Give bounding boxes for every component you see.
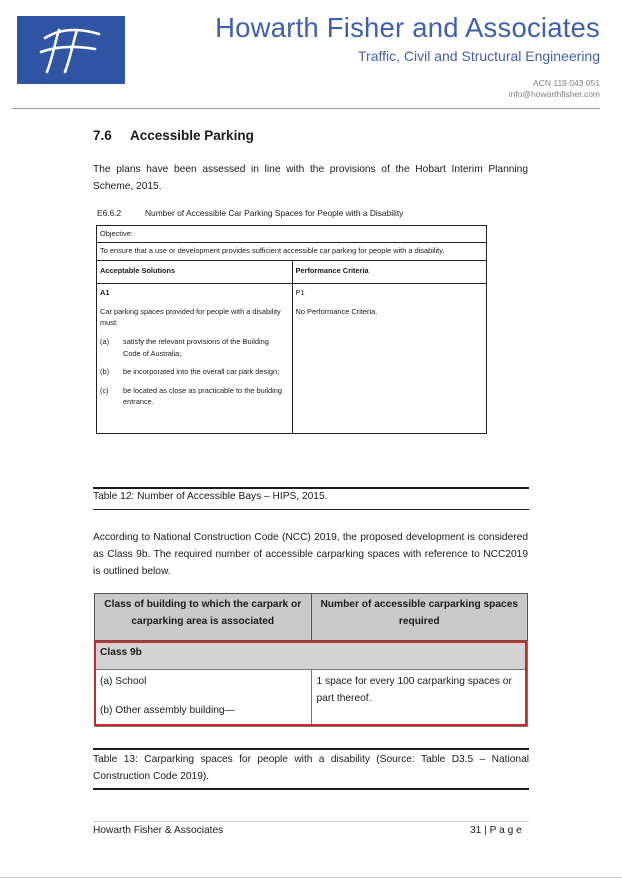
ncc-paragraph: According to National Construction Code (NCC) 2019, the proposed development is considered as Class 9b. The required number of accessible carparking spaces with reference to NCC2019 is outlined below. — [93, 532, 528, 577]
objective-label: Objective: — [97, 226, 487, 243]
table12-caption: Table 12: Number of Accessible Bays – HIPS, 2015. — [93, 491, 328, 502]
intro-paragraph: The plans have been assessed in line with the provisions of the Hobart Interim Planning Scheme, 2015. — [93, 164, 528, 192]
company-name: Howarth Fisher and Associates — [215, 12, 600, 43]
objective-text: To ensure that a use or development provides sufficient accessible car parking for people with a disability. — [97, 242, 487, 261]
scheme-header-row — [97, 261, 487, 284]
list-item — [100, 336, 289, 359]
page-bottom-edge — [0, 877, 622, 878]
company-tagline: Traffic, Civil and Structural Engineering — [358, 48, 600, 64]
list-item — [100, 366, 289, 378]
caption13-top-rule — [93, 748, 529, 750]
list-marker: (c) — [100, 385, 109, 395]
list-text: satisfy the relevant provisions of the Building Code of Australia; — [123, 336, 269, 358]
scheme-table-title: Number of Accessible Car Parking Spaces for People with a Disability — [145, 208, 404, 218]
scheme-body-row — [97, 284, 487, 434]
a1-label: A1 — [100, 288, 110, 298]
contact-email: info@howarthfisher.com — [508, 89, 600, 99]
a1-intro: Car parking spaces provided for people with a disability must: — [100, 306, 281, 328]
list-marker: (a) — [100, 336, 110, 346]
caption12-bottom-rule — [93, 509, 529, 510]
scheme-code: E6.6.2 — [97, 208, 122, 218]
section-number: 7.6 — [93, 128, 112, 143]
section-title: Accessible Parking — [130, 128, 254, 143]
scheme-table — [96, 225, 487, 434]
header-divider — [12, 108, 600, 109]
page-number: 31 | P a g e — [470, 825, 522, 836]
class-9b-label: Class 9b — [95, 641, 528, 670]
footer-company: Howarth Fisher & Associates — [93, 825, 224, 836]
list-marker: (b) — [100, 367, 110, 377]
building-type-assembly: (b) Other assembly building— — [100, 705, 235, 716]
list-text: be incorporated into the overall car park design; — [123, 367, 280, 377]
footer-divider — [93, 821, 529, 822]
objective-text-row — [97, 242, 487, 261]
spaces-required-header: Number of accessible carparking spaces required — [311, 594, 528, 641]
highlight-box — [94, 641, 527, 726]
p1-label: P1 — [295, 288, 305, 298]
performance-criteria-cell — [292, 284, 486, 434]
hf-monogram-icon — [17, 16, 125, 84]
table13-caption: Table 13: Carparking spaces for people with a disability (Source: Table D3.5 – National Construction Code 2019). — [93, 754, 529, 782]
list-item — [100, 385, 289, 408]
acn-number: ACN 119 043 051 — [533, 78, 600, 88]
building-type-school: (a) School — [100, 676, 147, 687]
acceptable-solutions-header: Acceptable Solutions — [97, 261, 293, 284]
acceptable-solution-cell — [97, 284, 293, 434]
performance-criteria-header: Performance Criteria — [292, 261, 486, 284]
company-logo — [17, 16, 125, 84]
caption13-bottom-rule — [93, 788, 529, 790]
ncc-header-row — [95, 594, 528, 641]
building-class-header: Class of building to which the carpark or carparking area is associated — [95, 594, 312, 641]
requirement-cell: 1 space for every 100 carparking spaces or part thereof. — [311, 670, 528, 727]
objective-label-row — [97, 226, 487, 243]
p1-text: No Performance Criteria. — [295, 306, 378, 316]
list-text: be located as close as practicable to the building entrance. — [123, 385, 282, 407]
